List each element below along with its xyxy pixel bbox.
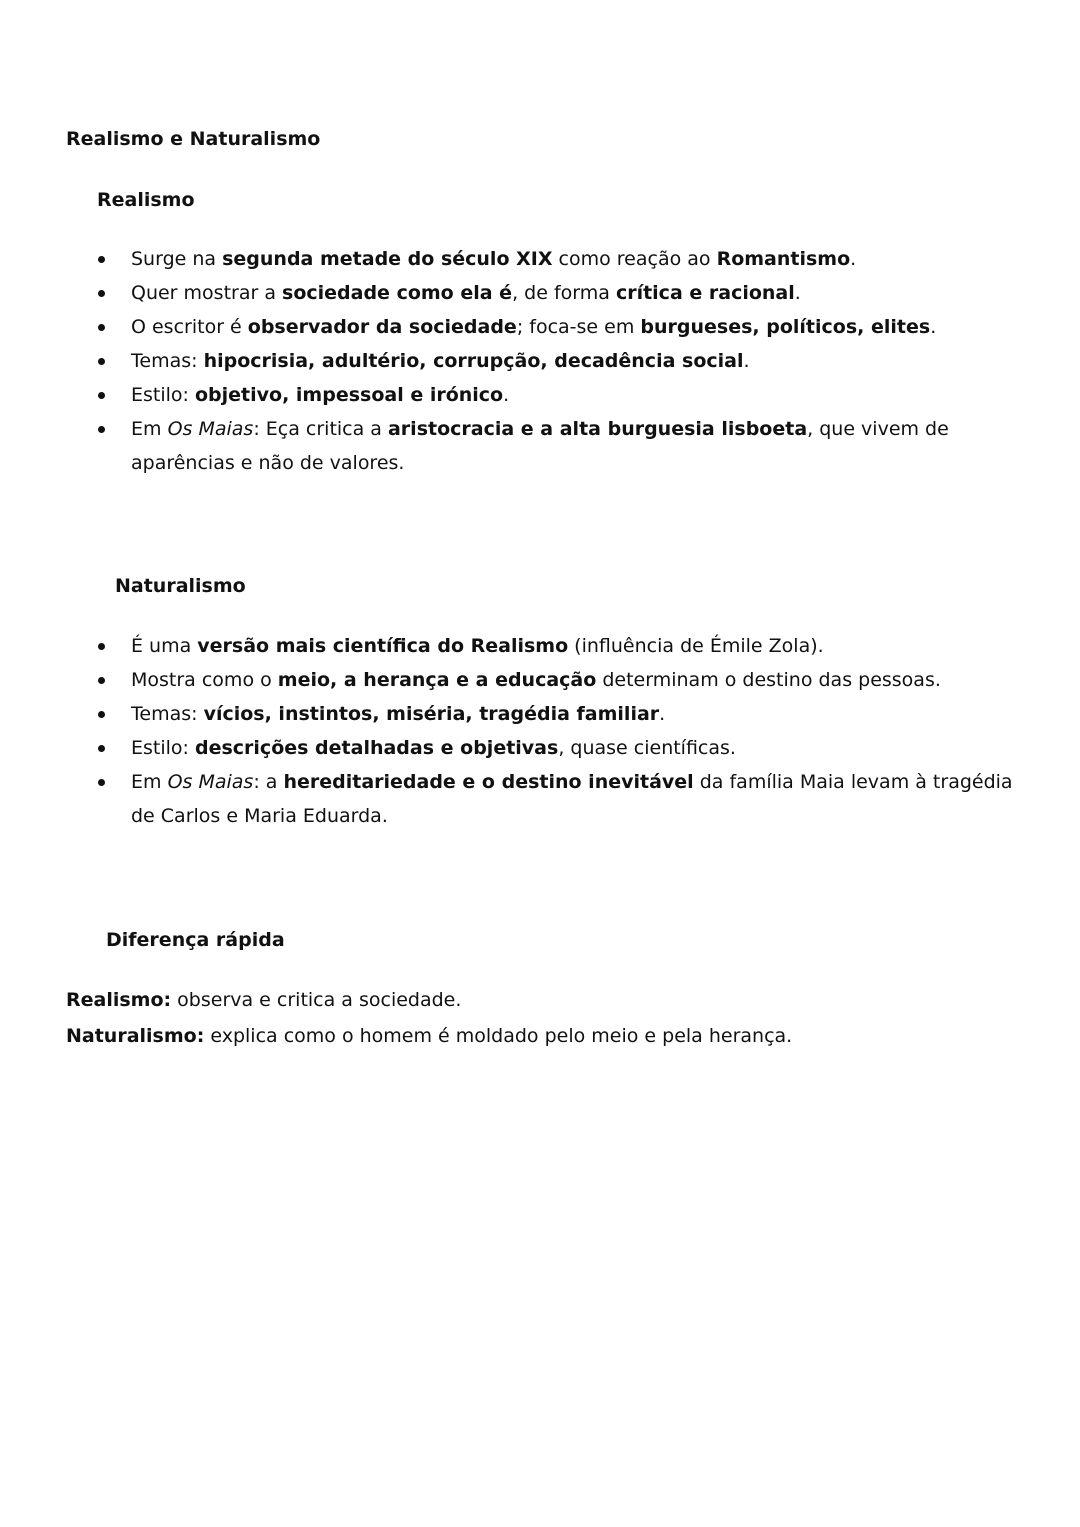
difference-text: observa e critica a sociedade. [171, 989, 462, 1011]
text-segment: É uma [131, 635, 198, 657]
difference-line-realismo [66, 983, 792, 1019]
bullet-item [0, 697, 1080, 731]
bold-text: hereditariedade e o destino inevitável [283, 771, 694, 793]
text-segment: . [794, 282, 801, 304]
text-segment: Mostra como o [131, 669, 278, 691]
text-segment: . [503, 384, 510, 406]
text-segment: Em [131, 418, 168, 440]
difference-summary [66, 983, 792, 1055]
text-segment: Estilo: [131, 737, 195, 759]
difference-text: explica como o homem é moldado pelo meio e pela herança. [204, 1025, 793, 1047]
text-segment: : Eça critica a [253, 418, 388, 440]
bullet-dot-icon [98, 711, 105, 718]
text-segment: Estilo: [131, 384, 195, 406]
text-segment: . [930, 316, 937, 338]
text-segment: Em [131, 771, 168, 793]
bullet-item [0, 242, 1080, 276]
text-segment: ; foca-se em [516, 316, 641, 338]
bold-text: crítica e racional [615, 282, 795, 304]
bold-text: descrições detalhadas e objetivas [194, 737, 559, 759]
bullet-dot-icon [98, 643, 105, 650]
bold-text: hipocrisia, adultério, corrupção, decadência social [203, 350, 744, 372]
text-segment: Temas: [131, 703, 204, 725]
bullet-dot-icon [98, 324, 105, 331]
bullet-item [0, 276, 1080, 310]
section-heading-realismo: Realismo [97, 189, 195, 211]
bullet-list-realismo [0, 242, 1080, 480]
difference-line-naturalismo [66, 1019, 792, 1055]
italic-text: Os Maias [167, 771, 254, 793]
bullet-dot-icon [98, 677, 105, 684]
bold-text: vícios, instintos, miséria, tragédia familiar [203, 703, 660, 725]
text-segment: . [850, 248, 857, 270]
section-heading-naturalismo: Naturalismo [115, 575, 246, 597]
bold-text: objetivo, impessoal e irónico [194, 384, 504, 406]
bold-text: observador da sociedade [247, 316, 517, 338]
italic-text: Os Maias [167, 418, 254, 440]
text-segment: . [743, 350, 750, 372]
text-segment: como reação ao [552, 248, 717, 270]
text-segment: O escritor é [131, 316, 248, 338]
text-segment: da família Maia levam à tragédia de Carlos e Maria Eduarda. [131, 771, 1013, 827]
bold-text: aristocracia e a alta burguesia lisboeta [387, 418, 808, 440]
bullet-list-naturalismo [0, 629, 1080, 833]
bullet-item [0, 663, 1080, 697]
text-segment: determinam o destino das pessoas. [596, 669, 941, 691]
bullet-dot-icon [98, 290, 105, 297]
section-heading-diferenca: Diferença rápida [106, 929, 285, 951]
bold-text: segunda metade do século XIX [222, 248, 553, 270]
text-segment: . [659, 703, 666, 725]
bold-text: sociedade como ela é [282, 282, 513, 304]
text-segment: Surge na [131, 248, 223, 270]
bullet-item [0, 629, 1080, 663]
text-segment: Temas: [131, 350, 204, 372]
bullet-dot-icon [98, 256, 105, 263]
bullet-dot-icon [98, 358, 105, 365]
bullet-dot-icon [98, 779, 105, 786]
bold-text: versão mais científica do Realismo [197, 635, 569, 657]
bullet-item [0, 344, 1080, 378]
bullet-dot-icon [98, 426, 105, 433]
text-segment: : a [253, 771, 284, 793]
difference-term: Naturalismo: [66, 1025, 205, 1047]
bullet-dot-icon [98, 392, 105, 399]
text-segment: Quer mostrar a [131, 282, 283, 304]
bullet-item [0, 310, 1080, 344]
text-segment: , quase científicas. [558, 737, 736, 759]
bullet-item [0, 412, 1080, 480]
bold-text: meio, a herança e a educação [277, 669, 597, 691]
bullet-item [0, 378, 1080, 412]
bold-text: Romantismo [716, 248, 851, 270]
difference-term: Realismo: [66, 989, 172, 1011]
text-segment: , que vivem de aparências e não de valores. [131, 418, 949, 474]
text-segment: (influência de Émile Zola). [568, 635, 824, 657]
bold-text: burgueses, políticos, elites [640, 316, 931, 338]
bullet-item [0, 731, 1080, 765]
bullet-item [0, 765, 1080, 833]
bullet-dot-icon [98, 745, 105, 752]
document-title: Realismo e Naturalismo [66, 128, 321, 150]
text-segment: , de forma [512, 282, 616, 304]
